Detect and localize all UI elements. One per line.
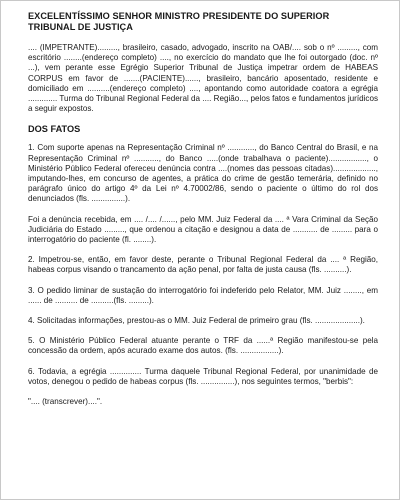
paragraph-5: 5. O Ministério Público Federal atuante perante o TRF da ......ª Região manifestou-se pela concessão da ordem, após acurado exame dos autos. (fls. .................). <box>28 336 378 356</box>
document-title: EXCELENTÍSSIMO SENHOR MINISTRO PRESIDENTE DO SUPERIOR TRIBUNAL DE JUSTIÇA <box>28 11 330 32</box>
intro-paragraph: .... (IMPETRANTE)........., brasileiro, casado, advogado, inscrito na OAB/.... sob o nº ........., com escritório ........(endereço completo) ...., no exercício do mandato que lhe foi outorgado (doc. nº ...), vem perante esse Egrégio Superior Tribunal de Justiça impetrar ordem de HABEAS CORPUS em favor de .......(PACIENTE)......, brasileiro, bancário aposentado, residente e domiciliado em ..........(endereço completo) ...., apontando como autoridade coatora a egrégia ............. Turma do Tribunal Regional Federal da .... Região..., pelos fatos e fundamentos jurídicos a seguir expostos. <box>28 43 378 114</box>
paragraph-1: 1. Com suporte apenas na Representação Criminal nº ............, do Banco Central do Brasil, e na Representação Criminal nº ..........., do Banco .....(onde trabalhava o paciente)................., o Ministério Público Federal ofereceu denúncia contra ....(nomes das pessoas citadas)..................., imputando-lhes, em concurso de agentes, a prática do crime de gestão temerária, definido no parágrafo único do artigo 4º da Lei nº 4.70002/86, sendo o paciente o último do rol dos denunciados (fls. ...............). <box>28 143 378 204</box>
paragraph-6: 6. Todavia, a egrégia .............. Turma daquele Tribunal Regional Federal, por unanimidade de votos, denegou o pedido de habeas corpus (fls. ...............), nos seguintes termos, "berbis": <box>28 366 378 386</box>
section-heading: DOS FATOS <box>28 124 81 135</box>
quote-paragraph: ".... (transcrever)....". <box>28 397 103 407</box>
paragraph-1b: Foi a denúncia recebida, em .... /.... /......, pelo MM. Juiz Federal da .... ª Vara Criminal da Seção Judiciária do Estado ........., que ordenou a citação e designou a data de ........... de ......... para o interrogatório do paciente (fl. ........). <box>28 214 378 245</box>
paragraph-4: 4. Solicitadas informações, prestou-as o MM. Juiz Federal de primeiro grau (fls. ....................). <box>28 316 365 326</box>
paragraph-3: 3. O pedido liminar de sustação do interrogatório foi indeferido pelo Relator, MM. Juiz ........, em ...... de .......... de ..........(fls. .........). <box>28 285 378 305</box>
paragraph-2: 2. Impetrou-se, então, em favor deste, perante o Tribunal Regional Federal da .... ª Região, habeas corpus visando o trancamento da ação penal, por falta de justa causa (fls. ..........). <box>28 255 378 275</box>
document-body <box>28 11 378 417</box>
